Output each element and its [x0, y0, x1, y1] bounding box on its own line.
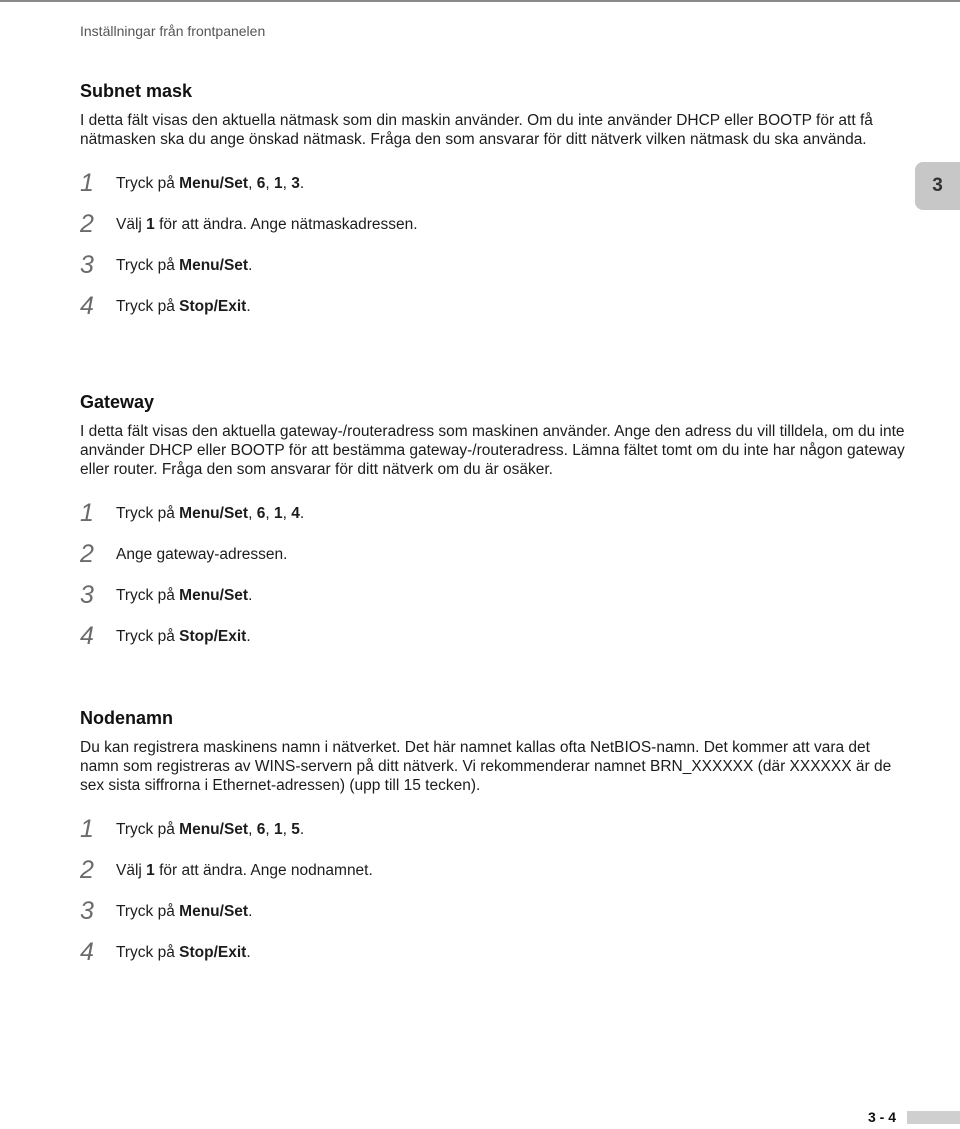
- step-number: 3: [80, 581, 94, 609]
- step-item: [80, 891, 910, 932]
- step-text: Välj 1 för att ändra. Ange nätmaskadressen.: [116, 215, 418, 233]
- step-text: Tryck på Menu/Set, 6, 1, 4.: [116, 504, 305, 522]
- step-text: Tryck på Stop/Exit.: [116, 943, 251, 961]
- step-list: [80, 493, 910, 657]
- section-intro: I detta fält visas den aktuella gateway-/routeradress som maskinen använder. Ange den adress du vill tilldela, om du inte använder DHCP eller BOOTP för att bestämma gateway-/routeradress. Lämna fältet tomt om du inte har någon gateway eller router. Fråga den som ansvarar för ditt nätverk om du är osäker.: [80, 423, 905, 478]
- step-number: 3: [80, 251, 94, 279]
- section-title: Subnet mask: [80, 81, 193, 101]
- step-item: [80, 932, 910, 973]
- section-nodenamn: [80, 706, 910, 973]
- step-number: 4: [80, 938, 94, 966]
- step-text: Tryck på Menu/Set.: [116, 256, 253, 274]
- step-item: [80, 809, 910, 850]
- footer-bar: [907, 1111, 960, 1124]
- step-list: [80, 809, 910, 973]
- section-gateway: [80, 390, 910, 657]
- step-number: 1: [80, 169, 94, 197]
- section-intro: I detta fält visas den aktuella nätmask som din maskin använder. Om du inte använder DHCP eller BOOTP för att få nätmasken ska du ange önskad nätmask. Fråga den som ansvarar för ditt nätverk vilken nätmask du ska använda.: [80, 112, 873, 148]
- step-list: [80, 163, 910, 327]
- step-number: 2: [80, 210, 94, 238]
- step-item: [80, 534, 910, 575]
- step-number: 3: [80, 897, 94, 925]
- step-number: 4: [80, 292, 94, 320]
- step-text: Tryck på Stop/Exit.: [116, 297, 251, 315]
- section-intro: Du kan registrera maskinens namn i nätverket. Det här namnet kallas ofta NetBIOS-namn. Det kommer att vara det namn som registreras av WINS-servern på ditt nätverk. Vi rekommenderar namnet BRN_XXXXXX (där XXXXXX är de sex sista siffrorna i Ethernet-adressen) (upp till 15 tecken).: [80, 739, 892, 794]
- step-text: Tryck på Menu/Set.: [116, 586, 253, 604]
- step-number: 2: [80, 856, 94, 884]
- step-number: 2: [80, 540, 94, 568]
- step-number: 1: [80, 815, 94, 843]
- step-text: Tryck på Menu/Set.: [116, 902, 253, 920]
- step-item: [80, 245, 910, 286]
- section-title: Gateway: [80, 392, 155, 412]
- top-rule: [0, 0, 960, 2]
- running-header: Inställningar från frontpanelen: [80, 23, 266, 39]
- step-number: 4: [80, 622, 94, 650]
- step-number: 1: [80, 499, 94, 527]
- step-text: Tryck på Stop/Exit.: [116, 627, 251, 645]
- step-text: Välj 1 för att ändra. Ange nodnamnet.: [116, 861, 373, 879]
- step-text: Ange gateway-adressen.: [116, 545, 288, 563]
- step-text: Tryck på Menu/Set, 6, 1, 3.: [116, 174, 305, 192]
- step-item: [80, 850, 910, 891]
- step-item: [80, 575, 910, 616]
- step-item: [80, 616, 910, 657]
- section-title: Nodenamn: [80, 708, 174, 728]
- step-item: [80, 286, 910, 327]
- step-item: [80, 493, 910, 534]
- step-text: Tryck på Menu/Set, 6, 1, 5.: [116, 820, 305, 838]
- step-item: [80, 204, 910, 245]
- chapter-tab: 3: [915, 162, 960, 210]
- section-subnet-mask: [80, 79, 910, 327]
- step-item: [80, 163, 910, 204]
- page-number: 3 - 4: [868, 1109, 897, 1125]
